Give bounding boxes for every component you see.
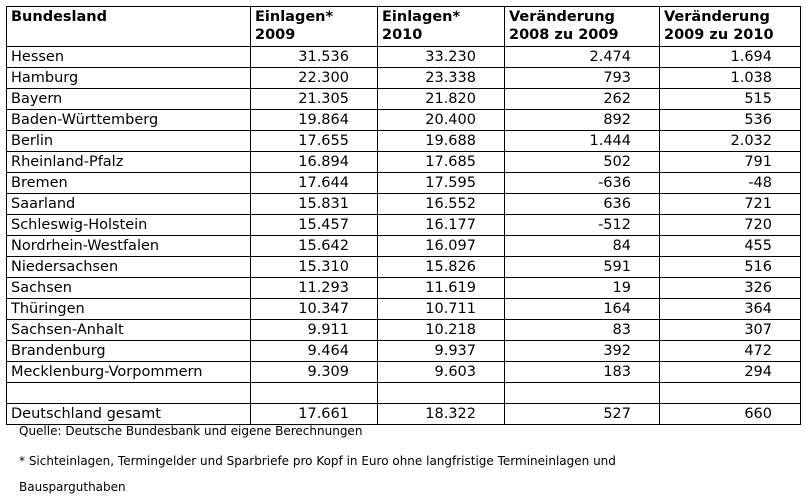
table-row	[7, 215, 801, 236]
cell-einlagen-2009: 15.831	[251, 194, 378, 215]
cell-veraenderung-2008-2009: 502	[505, 152, 660, 173]
cell-veraenderung-2008-2009: -512	[505, 215, 660, 236]
table-row	[7, 194, 801, 215]
cell-einlagen-2009: 22.300	[251, 68, 378, 89]
table-row	[7, 236, 801, 257]
cell-einlagen-2010: 33.230	[378, 47, 505, 68]
cell-einlagen-2009: 9.911	[251, 320, 378, 341]
cell-veraenderung-2009-2010: 294	[660, 362, 801, 383]
cell-einlagen-2010: 17.685	[378, 152, 505, 173]
cell-einlagen-2010: 16.097	[378, 236, 505, 257]
cell-veraenderung-2009-2010: 1.694	[660, 47, 801, 68]
cell-einlagen-2009: 17.661	[251, 404, 378, 425]
cell-bundesland: Mecklenburg-Vorpommern	[7, 362, 251, 383]
cell-bundesland: Berlin	[7, 131, 251, 152]
cell-einlagen-2010: 21.820	[378, 89, 505, 110]
deposits-table	[6, 6, 801, 425]
table-row	[7, 278, 801, 299]
cell-einlagen-2010: 23.338	[378, 68, 505, 89]
cell-einlagen-2009	[251, 383, 378, 404]
cell-veraenderung-2009-2010: 515	[660, 89, 801, 110]
cell-einlagen-2010: 17.595	[378, 173, 505, 194]
table-row	[7, 257, 801, 278]
table-body	[7, 47, 801, 425]
cell-bundesland: Bayern	[7, 89, 251, 110]
cell-einlagen-2009: 17.655	[251, 131, 378, 152]
table-row	[7, 320, 801, 341]
header-veraenderung-2008-2009: Veränderung 2008 zu 2009	[505, 7, 660, 47]
table-row	[7, 383, 801, 404]
cell-bundesland: Saarland	[7, 194, 251, 215]
cell-einlagen-2009: 17.644	[251, 173, 378, 194]
cell-einlagen-2010: 9.937	[378, 341, 505, 362]
header-row	[7, 7, 801, 47]
cell-veraenderung-2009-2010: 326	[660, 278, 801, 299]
cell-bundesland: Nordrhein-Westfalen	[7, 236, 251, 257]
table-row	[7, 47, 801, 68]
cell-einlagen-2010: 10.711	[378, 299, 505, 320]
cell-einlagen-2009: 19.864	[251, 110, 378, 131]
table-row	[7, 152, 801, 173]
cell-veraenderung-2009-2010: 2.032	[660, 131, 801, 152]
cell-einlagen-2009: 16.894	[251, 152, 378, 173]
notes	[19, 423, 619, 500]
cell-veraenderung-2009-2010: 307	[660, 320, 801, 341]
cell-veraenderung-2008-2009: 84	[505, 236, 660, 257]
table-row	[7, 173, 801, 194]
table-row	[7, 68, 801, 89]
cell-bundesland: Deutschland gesamt	[7, 404, 251, 425]
cell-bundesland: Thüringen	[7, 299, 251, 320]
cell-veraenderung-2009-2010: 364	[660, 299, 801, 320]
cell-veraenderung-2008-2009: -636	[505, 173, 660, 194]
table-row	[7, 341, 801, 362]
cell-veraenderung-2009-2010: 660	[660, 404, 801, 425]
cell-veraenderung-2009-2010: 721	[660, 194, 801, 215]
cell-einlagen-2009: 9.464	[251, 341, 378, 362]
cell-einlagen-2010: 18.322	[378, 404, 505, 425]
header-einlagen-2009: Einlagen* 2009	[251, 7, 378, 47]
cell-einlagen-2009: 15.642	[251, 236, 378, 257]
footnote: * Sichteinlagen, Termingelder und Sparbriefe pro Kopf in Euro ohne langfristige Termineinlagen und Bausparguthaben	[19, 454, 616, 494]
cell-einlagen-2010: 11.619	[378, 278, 505, 299]
cell-einlagen-2009: 31.536	[251, 47, 378, 68]
cell-veraenderung-2008-2009: 793	[505, 68, 660, 89]
table-row	[7, 131, 801, 152]
cell-bundesland: Hamburg	[7, 68, 251, 89]
cell-einlagen-2010: 19.688	[378, 131, 505, 152]
cell-veraenderung-2009-2010: 455	[660, 236, 801, 257]
cell-bundesland: Hessen	[7, 47, 251, 68]
cell-bundesland: Rheinland-Pfalz	[7, 152, 251, 173]
cell-einlagen-2010: 10.218	[378, 320, 505, 341]
cell-veraenderung-2009-2010: 1.038	[660, 68, 801, 89]
cell-veraenderung-2009-2010: -48	[660, 173, 801, 194]
cell-einlagen-2009: 21.305	[251, 89, 378, 110]
cell-bundesland: Baden-Württemberg	[7, 110, 251, 131]
source-note: Quelle: Deutsche Bundesbank und eigene Berechnungen	[19, 424, 363, 438]
cell-einlagen-2009: 11.293	[251, 278, 378, 299]
cell-veraenderung-2008-2009: 19	[505, 278, 660, 299]
cell-bundesland: Bremen	[7, 173, 251, 194]
cell-veraenderung-2008-2009: 636	[505, 194, 660, 215]
table-row	[7, 362, 801, 383]
cell-veraenderung-2008-2009: 183	[505, 362, 660, 383]
header-einlagen-2010: Einlagen* 2010	[378, 7, 505, 47]
table-row	[7, 299, 801, 320]
cell-einlagen-2010	[378, 383, 505, 404]
header-bundesland: Bundesland	[7, 7, 251, 47]
cell-veraenderung-2009-2010: 536	[660, 110, 801, 131]
cell-veraenderung-2008-2009: 892	[505, 110, 660, 131]
cell-veraenderung-2009-2010: 516	[660, 257, 801, 278]
cell-bundesland: Brandenburg	[7, 341, 251, 362]
cell-einlagen-2010: 16.552	[378, 194, 505, 215]
cell-bundesland: Sachsen	[7, 278, 251, 299]
cell-einlagen-2010: 16.177	[378, 215, 505, 236]
cell-veraenderung-2009-2010: 720	[660, 215, 801, 236]
cell-veraenderung-2008-2009	[505, 383, 660, 404]
cell-einlagen-2010: 9.603	[378, 362, 505, 383]
cell-veraenderung-2008-2009: 1.444	[505, 131, 660, 152]
cell-bundesland: Sachsen-Anhalt	[7, 320, 251, 341]
cell-veraenderung-2008-2009: 83	[505, 320, 660, 341]
table-row	[7, 110, 801, 131]
cell-veraenderung-2008-2009: 527	[505, 404, 660, 425]
cell-bundesland: Schleswig-Holstein	[7, 215, 251, 236]
cell-einlagen-2010: 20.400	[378, 110, 505, 131]
cell-veraenderung-2009-2010: 472	[660, 341, 801, 362]
cell-einlagen-2009: 15.457	[251, 215, 378, 236]
cell-einlagen-2010: 15.826	[378, 257, 505, 278]
cell-veraenderung-2008-2009: 392	[505, 341, 660, 362]
table-row	[7, 89, 801, 110]
cell-veraenderung-2009-2010: 791	[660, 152, 801, 173]
cell-einlagen-2009: 9.309	[251, 362, 378, 383]
cell-bundesland	[7, 383, 251, 404]
header-veraenderung-2009-2010: Veränderung 2009 zu 2010	[660, 7, 801, 47]
cell-bundesland: Niedersachsen	[7, 257, 251, 278]
cell-veraenderung-2008-2009: 164	[505, 299, 660, 320]
cell-veraenderung-2009-2010	[660, 383, 801, 404]
table-row	[7, 404, 801, 425]
cell-einlagen-2009: 15.310	[251, 257, 378, 278]
cell-einlagen-2009: 10.347	[251, 299, 378, 320]
cell-veraenderung-2008-2009: 2.474	[505, 47, 660, 68]
cell-veraenderung-2008-2009: 262	[505, 89, 660, 110]
cell-veraenderung-2008-2009: 591	[505, 257, 660, 278]
